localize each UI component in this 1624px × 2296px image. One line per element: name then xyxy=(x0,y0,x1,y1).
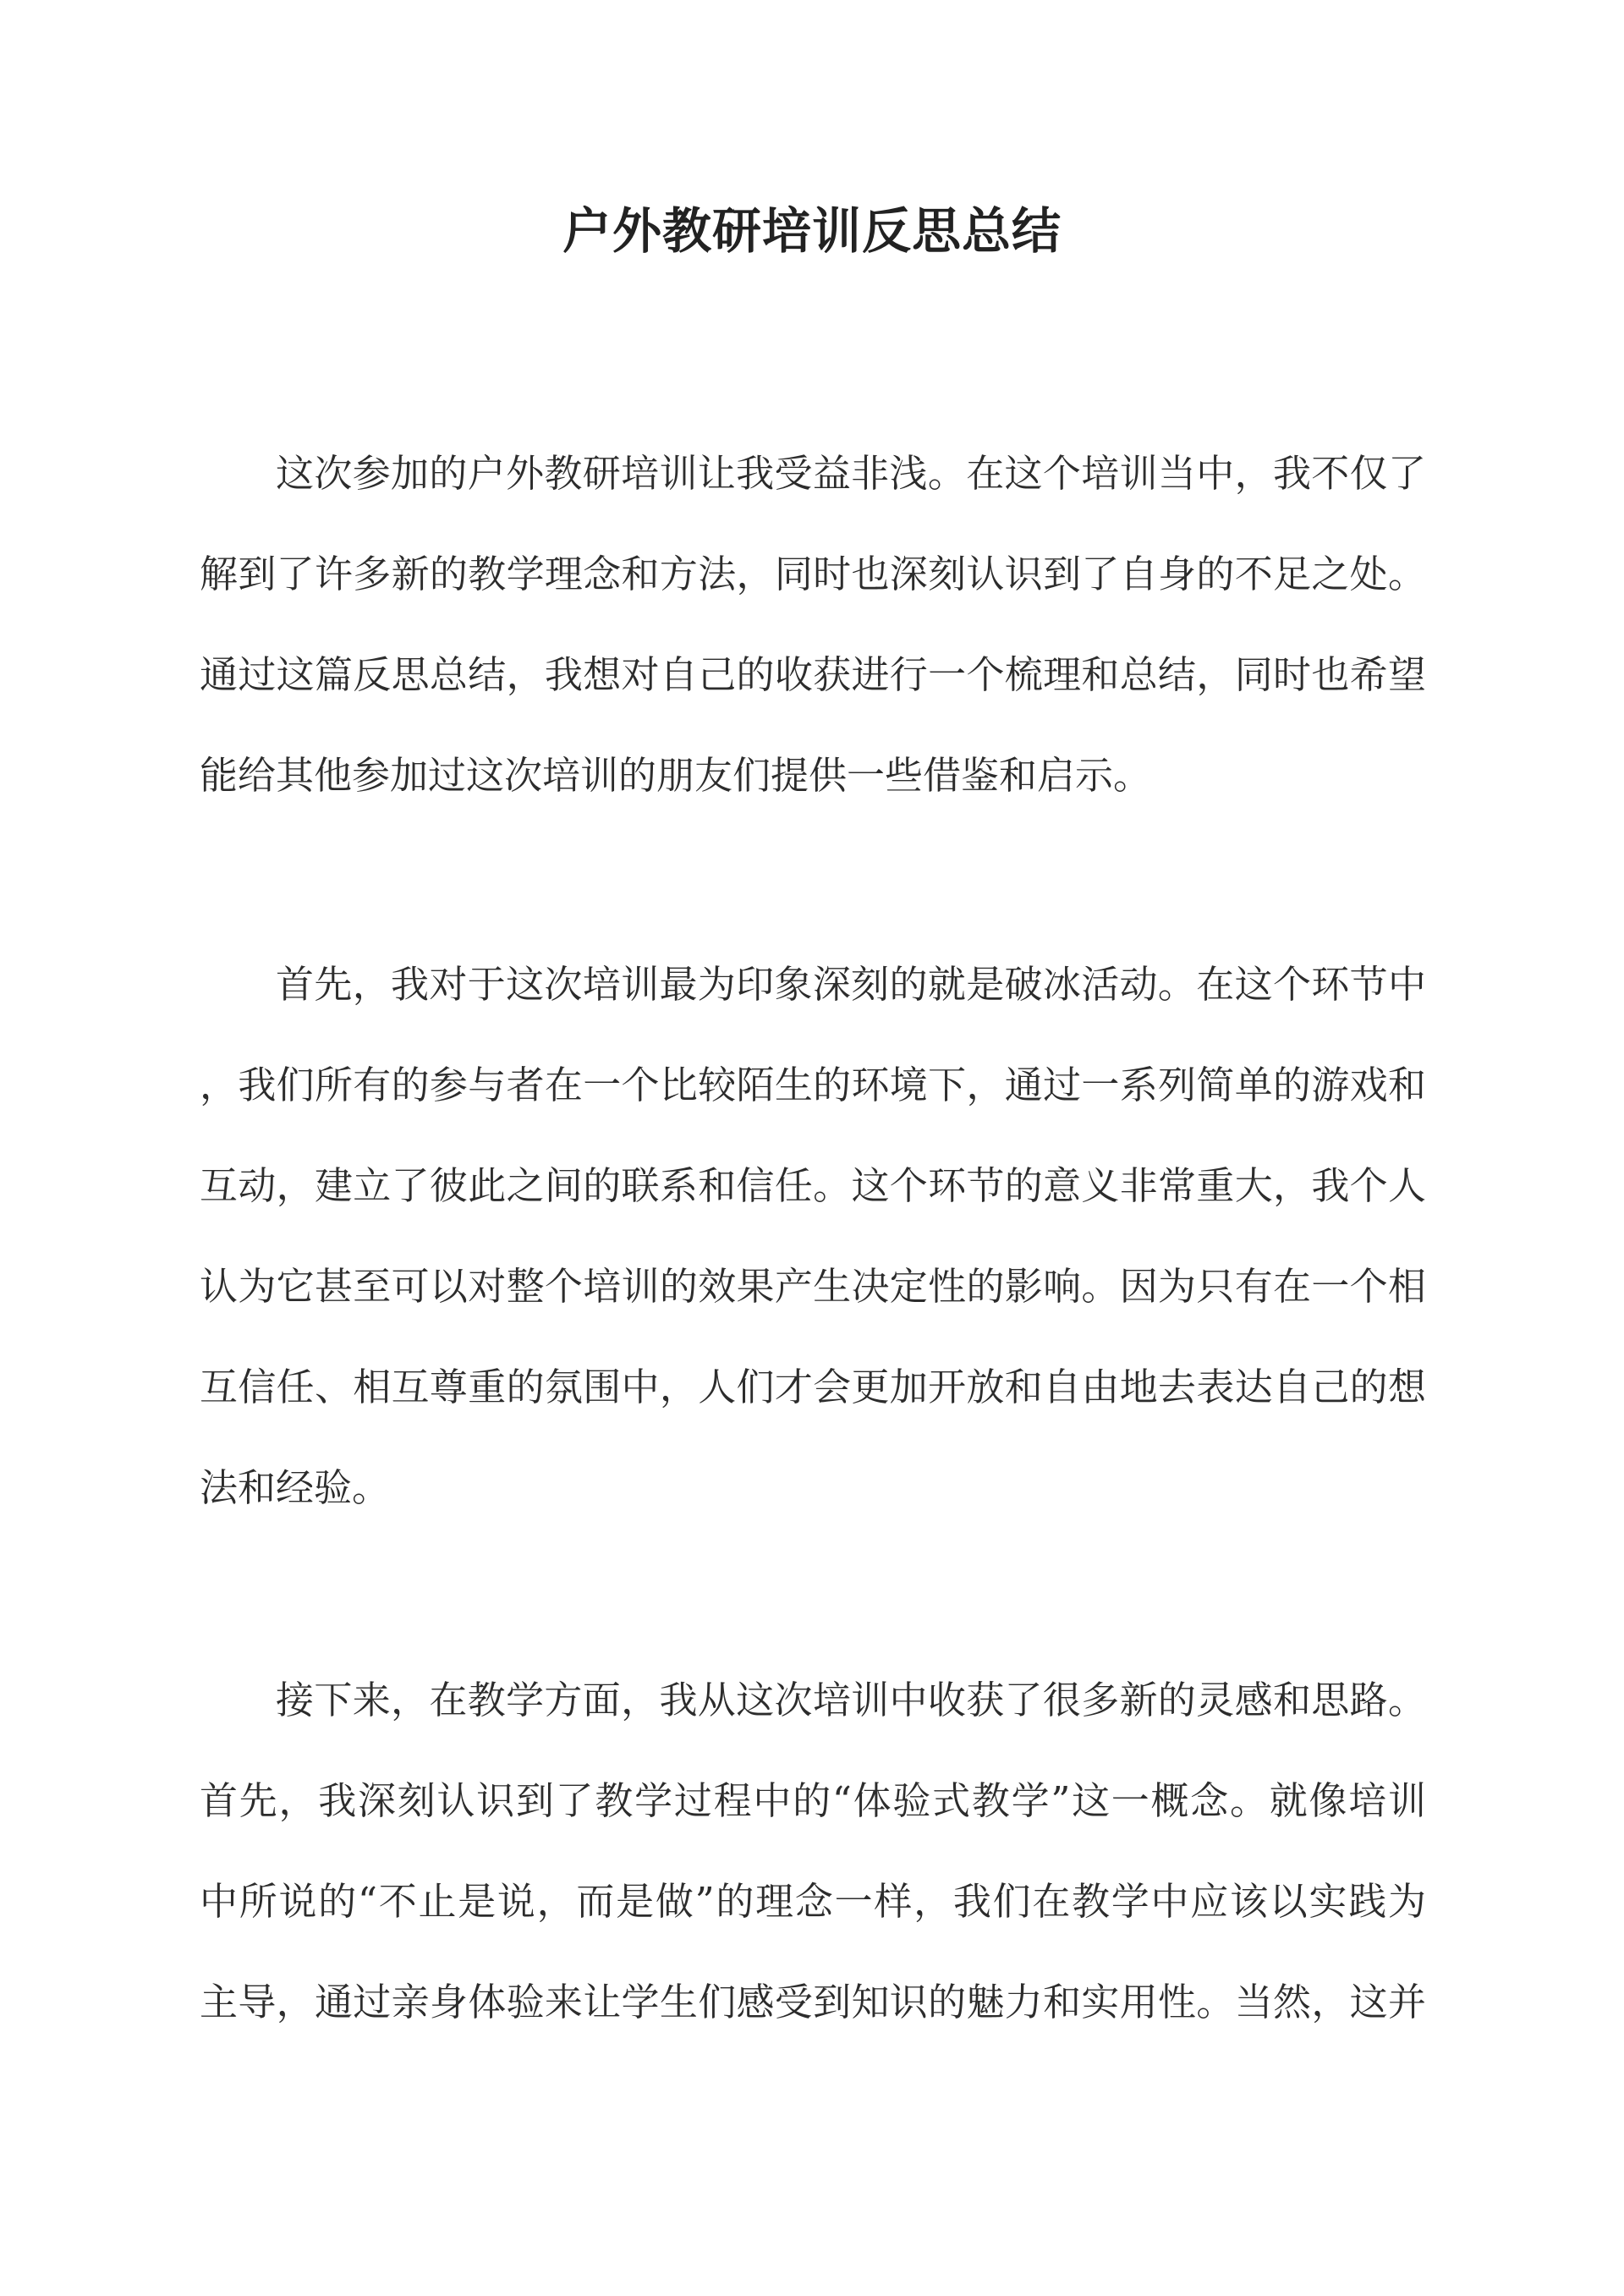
paragraph-line: 主导，通过亲身体验来让学生们感受到知识的魅力和实用性。当然，这并 xyxy=(200,1980,1426,2024)
document-title: 户外教研培训反思总结 xyxy=(562,202,1062,260)
paragraph-line: 能给其他参加过这次培训的朋友们提供一些借鉴和启示。 xyxy=(200,753,1152,798)
paragraph-line: 互动，建立了彼此之间的联系和信任。这个环节的意义非常重大，我个人 xyxy=(200,1163,1426,1208)
paragraph-line: 接下来，在教学方面，我从这次培训中收获了很多新的灵感和思路。 xyxy=(276,1678,1426,1722)
paragraph-line: 互信任、相互尊重的氛围中，人们才会更加开放和自由地去表达自己的想 xyxy=(200,1365,1426,1409)
paragraph-3 xyxy=(200,1650,1426,2052)
paragraph-line: 解到了许多新的教学理念和方法，同时也深刻认识到了自身的不足之处。 xyxy=(200,552,1426,596)
paragraph-line: 认为它甚至可以对整个培训的效果产生决定性的影响。因为只有在一个相 xyxy=(200,1264,1426,1309)
paragraph-line: 法和经验。 xyxy=(200,1465,391,1510)
paragraph-line: ，我们所有的参与者在一个比较陌生的环境下，通过一系列简单的游戏和 xyxy=(200,1063,1426,1107)
paragraph-2 xyxy=(200,934,1426,1538)
paragraph-line: 首先，我深刻认识到了教学过程中的“体验式教学”这一概念。就像培训 xyxy=(200,1778,1426,1823)
paragraph-line: 通过这篇反思总结，我想对自己的收获进行一个梳理和总结，同时也希望 xyxy=(200,652,1426,697)
paragraph-1 xyxy=(200,423,1426,826)
paragraph-line: 中所说的“不止是说，而是做”的理念一样，我们在教学中应该以实践为 xyxy=(200,1879,1426,1924)
paragraph-line: 首先，我对于这次培训最为印象深刻的就是破冰活动。在这个环节中 xyxy=(276,962,1426,1007)
paragraph-line: 这次参加的户外教研培训让我受益非浅。在这个培训当中，我不仅了 xyxy=(276,451,1426,496)
